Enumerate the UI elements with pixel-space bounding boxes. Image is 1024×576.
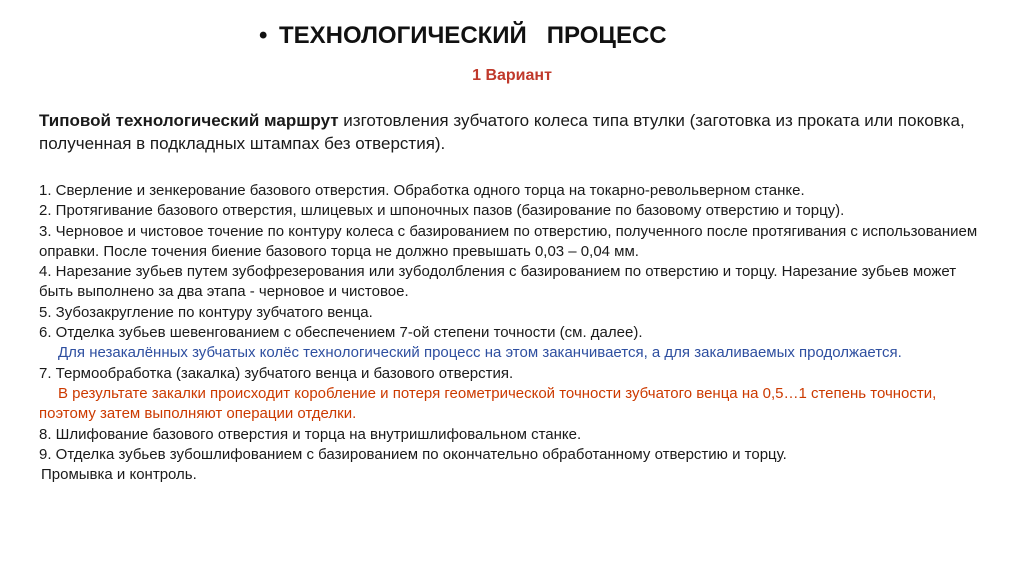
- step-8: 8. Шлифование базового отверстия и торца на внутришлифовальном станке.: [39, 425, 582, 443]
- note-unhardened: [39, 343, 984, 363]
- intro-paragraph: [39, 109, 999, 155]
- note-hardening: [39, 384, 984, 425]
- slide-title: [259, 22, 667, 50]
- step-6: 6. Отделка зубьев шевенгованием с обеспечением 7-ой степени точности (см. далее).: [39, 324, 643, 342]
- note-unhardened-text: Для незакалённых зубчатых колёс технологический процесс на этом заканчивается, а для закаливаемых продолжается.: [58, 344, 902, 362]
- note-hardening-text: В результате закалки происходит коробление и потеря геометрической точности зубчатого венца на 0,5…1 степень точности, поэтому затем выполняют операции отделки.: [39, 384, 937, 423]
- step-9: 9. Отделка зубьев зубошлифованием с базированием по окончательно обработанному отверстию и торцу.: [39, 445, 787, 463]
- title-text: ТЕХНОЛОГИЧЕСКИЙ ПРОЦЕСС: [279, 22, 667, 49]
- bullet-icon: •: [259, 22, 268, 49]
- step-4: 4. Нарезание зубьев путем зубофрезерования или зубодолбления с базированием по отверстию и торцу. Нарезание зубьев может быть выполнено за два этапа - черновое и чистовое.: [39, 263, 957, 301]
- step-2: 2. Протягивание базового отверстия, шлицевых и шпоночных пазов (базирование по базовому отверстию и торцу).: [39, 202, 845, 220]
- step-final: Промывка и контроль.: [41, 466, 197, 484]
- process-steps: [39, 181, 984, 485]
- step-7: 7. Термообработка (закалка) зубчатого венца и базового отверстия.: [39, 364, 514, 382]
- step-1: 1. Сверление и зенкерование базового отверстия. Обработка одного торца на токарно-револьверном станке.: [39, 182, 805, 199]
- intro-bold-phrase: Типовой технологический маршрут: [39, 111, 339, 130]
- variant-label: 1 Вариант: [472, 67, 552, 84]
- step-5: 5. Зубозакругление по контуру зубчатого венца.: [39, 303, 373, 321]
- step-3: 3. Черновое и чистовое точение по контуру колеса с базированием по отверстию, полученного после протягивания с использованием оправки. После точения биение базового торца не должно превышать 0,03 – 0,04 мм.: [39, 222, 978, 260]
- intro-text: изготовления зубчатого колеса типа втулки (заготовка из проката или поковка, полученная в подкладных штампах без отверстия).: [39, 111, 965, 153]
